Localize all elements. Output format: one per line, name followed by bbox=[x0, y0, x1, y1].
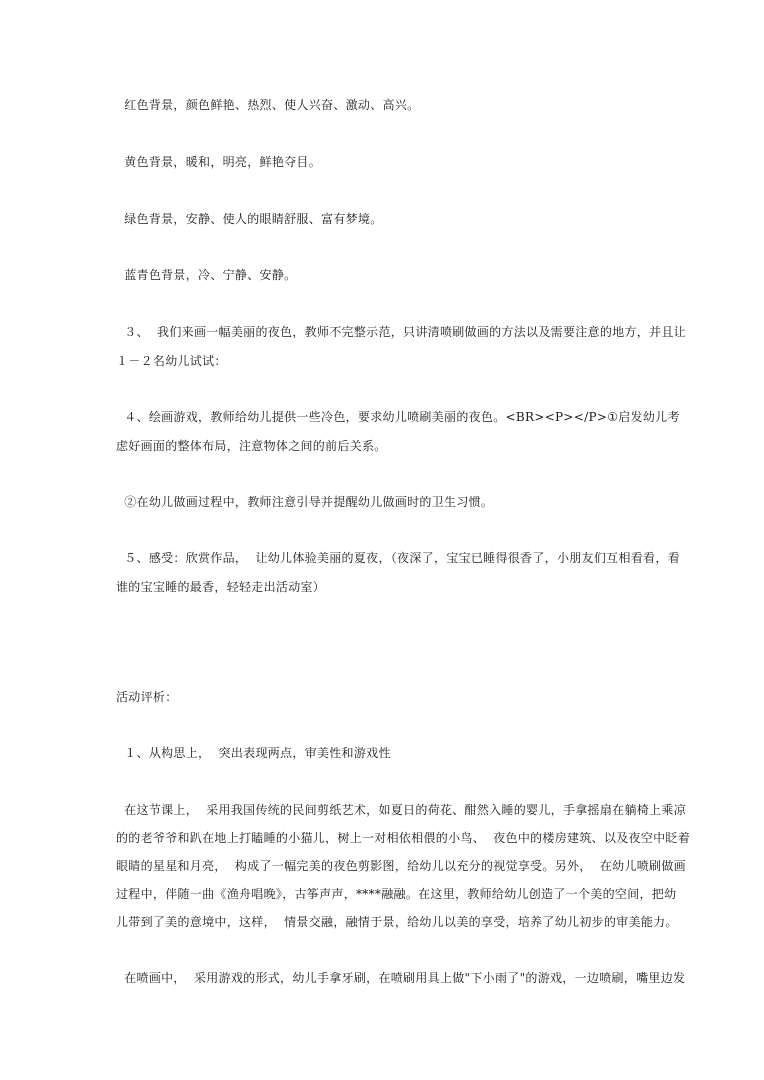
evaluation-paragraph-line-5: 儿带到了美的意境中，这样， 情景交融，融情于景，给幼儿以美的享受，培养了幼儿初步的审美能力。 bbox=[116, 915, 678, 929]
step-3-line-2: １－２名幼儿试试： bbox=[116, 354, 227, 368]
step-4-line-1: ４、绘画游戏，教师给幼儿提供一些冷色，要求幼儿喷刷美丽的夜色。<BR><P></P>①启发幼儿考 bbox=[116, 410, 680, 424]
paragraph-red-background: 红色背景，颜色鲜艳、热烈、使人兴奋、激动、高兴。 bbox=[116, 98, 420, 112]
evaluation-paragraph-line-1: 在这节课上， 采用我国传统的民间剪纸艺术，如夏日的荷花、酣然入睡的婴儿，手拿摇扇在躺椅上乘凉 bbox=[116, 803, 686, 817]
step-4-note-2: ②在幼儿做画过程中，教师注意引导并提醒幼儿做画时的卫生习惯。 bbox=[116, 495, 494, 509]
spray-painting-paragraph-line-1: 在喷画中， 采用游戏的形式，幼儿手拿牙刷，在喷刷用具上做"下小雨了"的游戏，一边喷刷，嘴里边发 bbox=[116, 971, 686, 985]
evaluation-paragraph-line-3: 眼睛的星星和月亮， 构成了一幅完美的夜色剪影图，给幼儿以充分的视觉享受。另外， 在幼儿喷刷做画 bbox=[116, 859, 686, 873]
section-heading-evaluation: 活动评析： bbox=[116, 690, 178, 704]
step-4-line-2: 虑好画面的整体布局，注意物体之间的前后关系。 bbox=[116, 439, 387, 453]
step-5-line-1: ５、感受：欣赏作品， 让幼儿体验美丽的夏夜，（夜深了，宝宝已睡得很香了，小朋友们互相看看，看 bbox=[116, 551, 680, 565]
paragraph-blue-background: 蓝青色背景，冷、宁静、安静。 bbox=[116, 268, 297, 282]
evaluation-paragraph-line-2: 的的老爷爷和趴在地上打瞌睡的小猫儿，树上一对相依相偎的小鸟、 夜色中的楼房建筑、以及夜空中眨着 bbox=[116, 831, 691, 845]
step-5-line-2: 谁的宝宝睡的最香，轻轻走出活动室） bbox=[116, 580, 326, 594]
evaluation-point-1: １、从构思上， 突出表现两点，审美性和游戏性 bbox=[116, 746, 391, 760]
evaluation-paragraph-line-4: 过程中，伴随一曲《渔舟唱晚》，古筝声声，****融融。在这里，教师给幼儿创造了一个美的空间，把幼 bbox=[116, 887, 677, 901]
paragraph-green-background: 绿色背景，安静、使人的眼睛舒服、富有梦境。 bbox=[116, 212, 383, 226]
paragraph-yellow-background: 黄色背景，暖和，明亮，鲜艳夺目。 bbox=[116, 155, 322, 169]
step-3-line-1: ３、 我们来画一幅美丽的夜色，教师不完整示范，只讲清喷刷做画的方法以及需要注意的地方，并且让 bbox=[116, 325, 686, 339]
